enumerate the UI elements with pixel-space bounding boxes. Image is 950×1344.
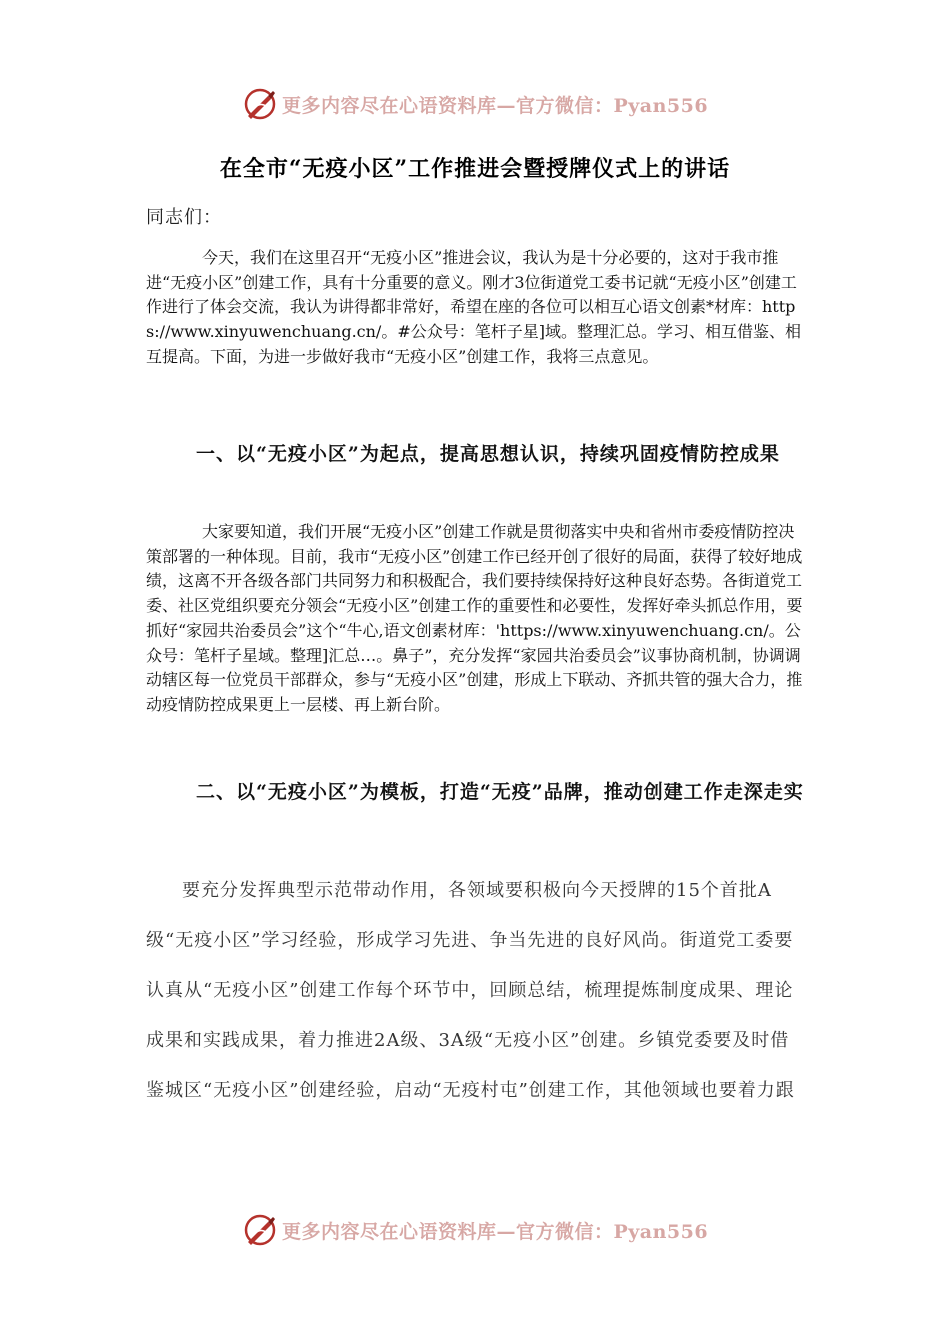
document-title: 在全市“无疫小区”工作推进会暨授牌仪式上的讲话 [219, 156, 731, 182]
paragraph-2: 大家要知道，我们开展“无疫小区”创建工作就是贯彻落实中央和省州市委疫情防控决策部署的一种体现。目前，我市“无疫小区”创建工作已经开创了很好的局面，获得了较好地成绩，这离不开各级各部门共同努力和积极配合，我们要持续保持好这种良好态势。各街道党工委、社区党组织要充分领会“无疫小区”创建工作的重要性和必要性，发挥好牵头抓总作用，要抓好“家园共治委员会”这个“牛心,语文创素材库：'https://www.xinyuwenchuang.cn/。公众号：笔杆子星域。整理]汇总…。鼻子”，充分发挥“家园共治委员会”议事协商机制，协调调动辖区每一位党员干部群众，参与“无疫小区”创建，形成上下联动、齐抓共管的强大合力，推动疫情防控成果更上一层楼、再上新台阶。 [146, 522, 803, 714]
greeting: 同志们： [146, 207, 222, 228]
section-heading-2: 二、以“无疫小区”为模板，打造“无疫”品牌，推动创建工作走深走实 [196, 781, 804, 803]
pen-logo-icon [242, 1212, 278, 1248]
pen-logo-icon [242, 86, 278, 122]
header-banner-text: 更多内容尽在心语资料库—官方微信：Pyan556 [281, 94, 709, 117]
paragraph-3: 要充分发挥典型示范带动作用，各领域要积极向今天授牌的15个首批A级“无疫小区”学习经验，形成学习先进、争当先进的良好风尚。街道党工委要认真从“无疫小区”创建工作每个环节中，回顾总结，梳理提炼制度成果、理论成果和实践成果，着力推进2A级、3A级“无疫小区”创建。乡镇党委要及时借鉴城区“无疫小区”创建经验，启动“无疫村屯”创建工作，其他领域也要着力跟 [146, 880, 795, 1101]
paragraph-1: 今天，我们在这里召开“无疫小区”推进会议，我认为是十分必要的，这对于我市推进“无疫小区”创建工作，具有十分重要的意义。刚才3位街道党工委书记就“无疫小区”创建工作进行了体会交流，我认为讲得都非常好，希望在座的各位可以相互心语文创素*材库：https://www.xinyuwenchuang.cn/。#公众号：笔杆子星]域。整理汇总。学习、相互借鉴、相互提高。下面，为进一步做好我市“无疫小区”创建工作，我将三点意见。 [146, 248, 801, 366]
header-banner [0, 84, 950, 124]
footer-banner-text: 更多内容尽在心语资料库—官方微信：Pyan556 [281, 1220, 709, 1243]
section-heading-1: 一、以“无疫小区”为起点，提高思想认识，持续巩固疫情防控成果 [196, 443, 780, 465]
footer-banner [0, 1210, 950, 1250]
